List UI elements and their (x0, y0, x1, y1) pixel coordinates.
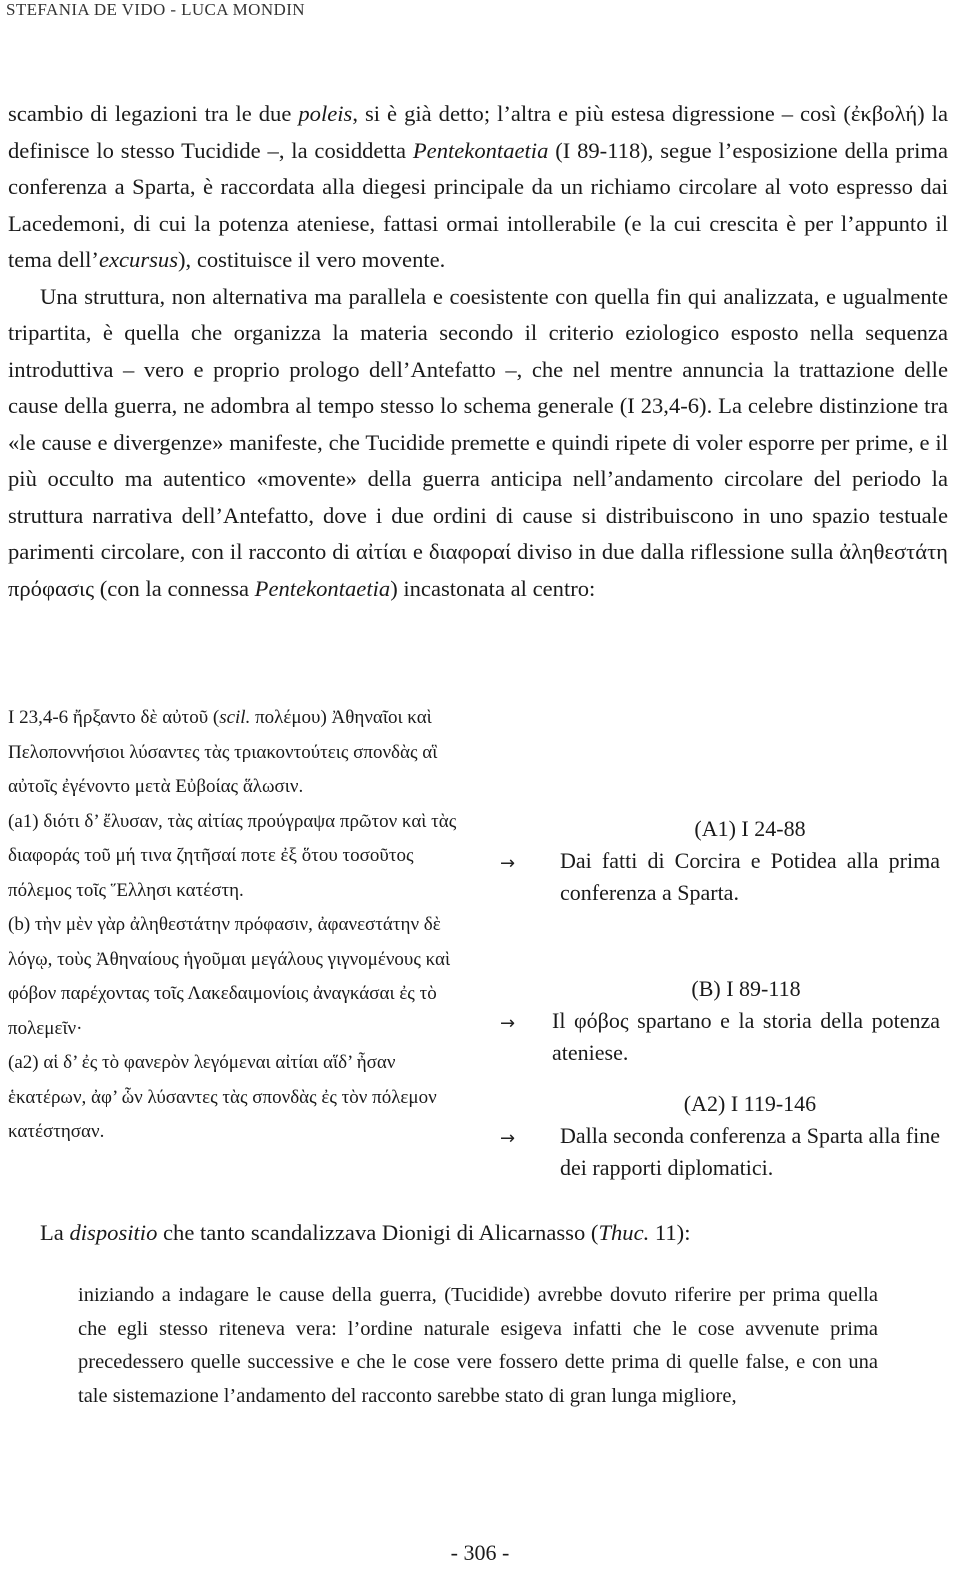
text-span: ), costituisce il vero movente. (178, 247, 446, 272)
running-head: STEFANIA DE VIDO - LUCA MONDIN (6, 0, 305, 19)
summary-b-desc: Il φόβος spartano e la storia della potenza ateniese. (552, 1008, 940, 1065)
paragraph-1 (8, 96, 948, 279)
arrow-right-icon: → (500, 853, 516, 874)
text-span: I 23,4-6 ἤρξαντο δὲ αὐτοῦ ( (8, 707, 220, 728)
italic-term: dispositio (69, 1220, 158, 1245)
paragraph-2 (8, 279, 948, 608)
summary-a2 (500, 1088, 940, 1184)
summary-a2-title: (A2) I 119-146 (683, 1091, 817, 1116)
italic-term: Pentekontaetia (254, 575, 391, 601)
block-quote: iniziando a indagare le cause della guerra, (Tucidide) avrebbe dovuto riferire per prima quella che egli stesso riteneva vera: l’ordine naturale esigeva infatti che le cose avvenute prima precedessero quelle successive e che le cose vere fossero dette prima di quelle false, e con una tale sistemazione l’andamento del racconto sarebbe stato di gran lunga migliore, (78, 1284, 878, 1407)
text-span: La (40, 1220, 70, 1245)
summary-a1-title: (A1) I 24-88 (694, 816, 806, 841)
summary-a2-desc: Dalla seconda conferenza a Sparta alla fine dei rapporti diplomatici. (560, 1123, 940, 1180)
main-text (8, 96, 948, 607)
summary-a1-desc: Dai fatti di Corcira e Potidea alla prima conferenza a Sparta. (560, 848, 940, 905)
greek-excerpt (8, 701, 478, 1150)
excerpt-a2: (a2) αἱ δ’ ἐς τὸ φανερὸν λεγόμεναι αἰτίαι αἵδ’ ἦσαν ἑκατέρων, ἀφ’ ὧν λύσαντες τὰς σπονδὰς ἐς τὸν πόλεμον κατέστησαν. (8, 1052, 437, 1142)
text-span: , si è già detto; l’altra e più estesa digressione – così (ἐκβολή) la definisce lo stesso Tucidide –, la cosiddetta (8, 101, 948, 163)
excerpt-a1: (a1) διότι δ’ ἔλυσαν, τὰς αἰτίας προύγραψα πρῶτον καὶ τὰς διαφοράς τοῦ μή τινα ζητῆσαί ποτε ἐξ ὅτου τοσοῦτος πόλεμος τοῖς Ἕλλησι κατέστη. (8, 810, 457, 901)
arrow-right-icon: → (500, 1013, 516, 1034)
arrow-right-icon: → (500, 1128, 516, 1149)
summary-a1 (500, 813, 940, 909)
excerpt-b: (b) τὴν μὲν γὰρ ἀληθεστάτην πρόφασιν, ἀφανεστάτην δὲ λόγῳ, τοὺς Ἀθηναίους ἡγοῦμαι μεγάλους γιγνομένους καὶ φόβον παρέχοντας τοῖς Λακεδαιμονίοις ἀναγκάσαι ἐς τὸ πολεμεῖν· (8, 914, 451, 1039)
summary-b (500, 973, 940, 1069)
text-span: che tanto scandalizzava Dionigi di Alicarnasso ( (157, 1220, 599, 1245)
text-span: 11): (649, 1220, 691, 1245)
page-number: - 306 - (450, 1540, 510, 1565)
text-span: Una struttura, non alternativa ma parallela e coesistente con quella fin qui analizzata, e ugualmente tripartita, è quella che organizza la materia secondo il criterio eziologico esposto nella sequenza introduttiva – vero e proprio prologo dell’Antefatto –, che nel mentre annuncia la trattazione delle cause della guerra, ne adombra al tempo stesso lo schema generale (I 23,4-6). La celebre distinzione tra «le cause e divergenze» manifeste, che Tucidide premette e quindi ripete di voler esporre per prime, e il più occulto ma autentico «movente» della guerra anticipa nell’andamento circolare del periodo la struttura narrativa dell’Antefatto, dove i due ordini di cause si distribuiscono in uno spazio testuale parimenti circolare, con il racconto di αἰτίαι e διαφοραί diviso in due dalla riflessione sulla ἀληθεστάτη πρόφασις (con la connessa (8, 283, 948, 601)
summary-b-title: (B) I 89-118 (691, 976, 801, 1001)
text-span: (I 89-118), segue l’esposizione della prima conferenza a Sparta, è raccordata alla diegesi principale da un richiamo circolare al voto espresso dai Lacedemoni, di cui la potenza ateniese, fattasi ormai intollerabile (e la cui crescita è per l’appunto il tema dell’ (8, 137, 949, 272)
text-span: scambio di legazioni tra le due (8, 101, 299, 126)
italic-term: Pentekontaetia (412, 137, 549, 163)
italic-term: scil. (219, 707, 251, 728)
text-span: πολέμου) Ἀθηναῖοι καὶ Πελοποννήσιοι λύσαντες τὰς τριακοντούτεις σπονδὰς αἳ αὐτοῖς ἐγένοντο μετὰ Εὐβοίας ἅλωσιν. (8, 707, 438, 797)
italic-term: poleis (298, 101, 353, 126)
excerpt-intro (8, 701, 478, 805)
text-span: ) incastonata al centro: (390, 575, 596, 601)
dispositio-line (40, 1216, 691, 1250)
italic-term: Thuc. (598, 1220, 650, 1245)
italic-term: excursus (98, 247, 179, 272)
